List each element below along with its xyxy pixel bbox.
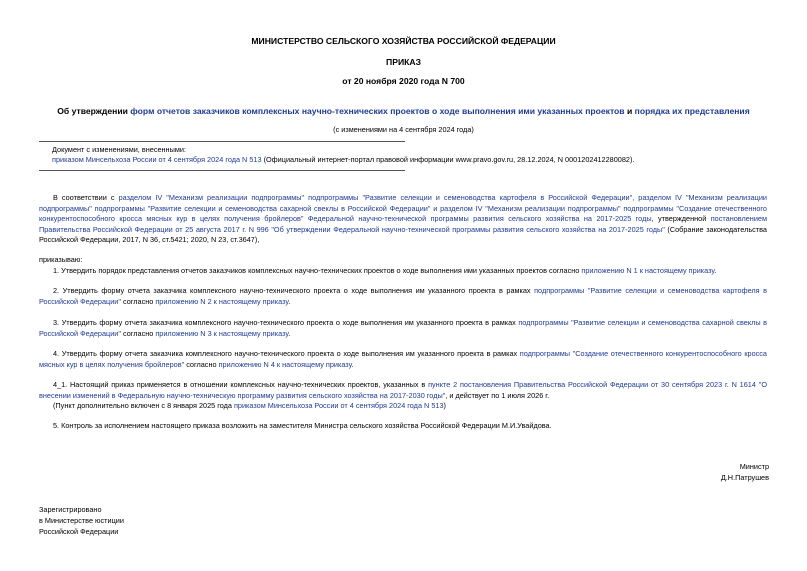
ministry-heading: МИНИСТЕРСТВО СЕЛЬСКОГО ХОЗЯЙСТВА РОССИЙСКОЙ ФЕДЕРАЦИИ [251,36,556,46]
divider-top [39,141,405,142]
item-2 [39,286,767,307]
amendment-source: (Официальный интернет-портал правовой информации www.pravo.gov.ru, 28.12.2024, N 0001202412280082). [261,155,635,164]
registration-line-2: в Министерстве юстиции [39,516,124,525]
item-1-end: . [714,266,717,275]
title-mid: и [624,106,635,116]
item-4-end: . [351,359,354,369]
item-2-text: 2. Утвердить форму отчета заказчика комплексного научно-технического проекта о ходе выполнения им указанного проекта в рамках [53,286,535,295]
preamble-text-1: В соответствии с [53,193,119,202]
item-4-1-end: , и действует по 1 июля 2026 г. [445,390,550,400]
item-3-mid: согласно [120,328,156,338]
signature-name: Д.Н.Патрушев [720,473,769,482]
orders-label: приказываю: [39,255,83,264]
item-4 [39,349,767,370]
appendix-4-link[interactable]: приложению N 4 к настоящему приказу [218,359,352,369]
amended-note: (с изменениями на 4 сентября 2024 года) [333,125,474,134]
appendix-2-link[interactable]: приложению N 2 к настоящему приказу [155,296,289,306]
amendments-label: Документ с изменениями, внесенными: [52,145,186,154]
divider-bottom [39,170,405,171]
item-1-text: 1. Утвердить порядок представления отчетов заказчиков комплексных научно-технических проектов о ходе выполнения ими указанных проектов согласно [53,266,582,275]
item-2-end: . [288,296,291,306]
preamble-sections-link[interactable]: разделом IV "Механизм реализации подпрограммы" подпрограммы "Развитие селекции и семеноводства картофеля в Российской Федерации", разделом IV "Механизм реализации подпрограммы" подпрограммы "Развитие селекции и семеноводства сахарной свеклы в Российской Федерации" и разделом IV "Механизм реализации подпрограммы" подпрограммы "Создание отечественного конкурентоспособного кросса мясных кур в целях получения бройлеров" Федеральной научно-технической программы развития сельского хозяйства на 2017-2025 годы [39,193,767,224]
registration-line-3: Российской Федерации [39,527,119,536]
registration-line-1: Зарегистрировано [39,505,102,514]
title-procedure-link[interactable]: порядка их представления [634,106,750,116]
subprogram-sugar-beet-link[interactable]: подпрограммы "Развитие селекции и семеноводства сахарной свеклы в Российской Федерации" [39,318,768,338]
date-number-heading: от 20 ноября 2020 года N 700 [342,76,465,86]
item-5: 5. Контроль за исполнением настоящего приказа возложить на заместителя Министра сельского хозяйства Российской Федерации М.И.Увайдова. [53,421,552,430]
subprogram-broilers-link[interactable]: подпрограммы "Создание отечественного конкурентоспособного кросса мясных кур в целях получения бройлеров" [39,349,767,369]
preamble-paragraph [39,193,767,246]
doc-type-heading: ПРИКАЗ [386,57,421,67]
appendix-3-link[interactable]: приложению N 3 к настоящему приказу [155,328,289,338]
item-3 [39,318,767,339]
title-prefix: Об утверждении [57,106,131,116]
item-1 [39,266,767,277]
item-3-end: . [288,328,291,338]
preamble-decree-link[interactable]: постановлением Правительства Российской Федерации от 25 августа 2017 г. N 996 "Об утверждении Федеральной научно-технической программы развития сельского хозяйства на 2017-2025 годы" [39,214,767,234]
appendix-1-link[interactable]: приложению N 1 к настоящему приказу [581,266,715,275]
amendments-line [52,155,772,166]
subprogram-potato-link[interactable]: подпрограммы "Развитие селекции и семеноводства картофеля в Российской Федерации" [39,286,767,306]
preamble-text-3: (Собрание законодательства Российской Федерации, 2017, N 36, ст.5421; 2020, N 23, ст.3647), [39,224,767,245]
note-order-link[interactable]: приказом Минсельхоза России от 4 сентября 2024 года N 513 [233,401,444,410]
amendment-order-link[interactable]: приказом Минсельхоза России от 4 сентября 2024 года N 513 [52,155,262,164]
item-4-1-note [39,401,767,412]
item-4-mid: согласно [184,359,219,369]
item-3-text: 3. Утвердить форму отчета заказчика комплексного научно-технического проекта о ходе выполнения им указанного проекта в рамках [53,318,519,327]
preamble-text-2: , утвержденной [651,214,711,224]
item-2-mid: согласно [120,296,156,306]
document-title [0,106,807,116]
signature-position: Министр [739,462,769,471]
item-4-1-text: 4_1. Настоящий приказ применяется в отношении комплексных научно-технических проектов, указанных в [53,380,429,389]
note-end: ) [443,401,446,410]
title-forms-link[interactable]: форм отчетов заказчиков комплексных научно-технических проектов о ходе выполнения ими указанных проектов [130,106,625,116]
note-text: (Пункт дополнительно включен с 8 января 2025 года [53,401,234,410]
item-4-text: 4. Утвердить форму отчета заказчика комплексного научно-технического проекта о ходе выполнения им указанного проекта в рамках [53,349,520,358]
item-4-1 [39,380,767,401]
decree-1614-link[interactable]: пункте 2 постановления Правительства Российской Федерации от 30 сентября 2023 г. N 1614 "О внесении изменений в Федеральную научно-техническую программу развития сельского хозяйства на 2017-2030 годы" [39,380,767,400]
